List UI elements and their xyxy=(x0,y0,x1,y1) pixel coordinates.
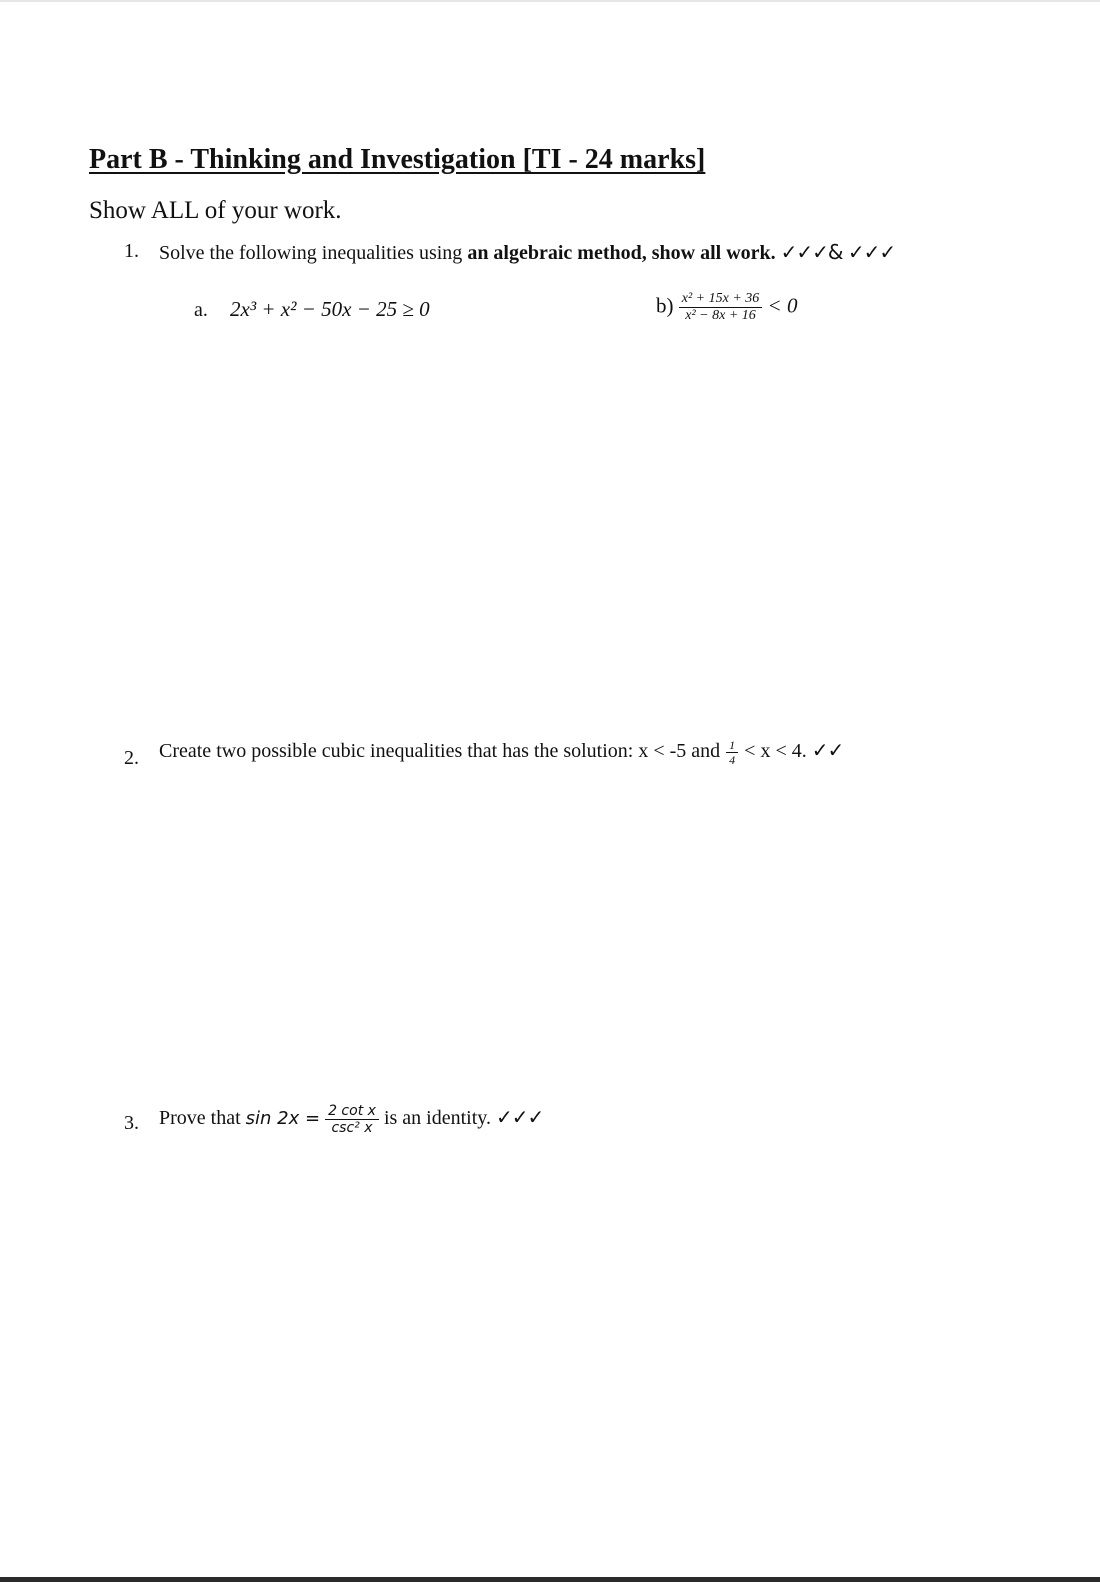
question-1a-label: a. xyxy=(194,299,208,321)
section-title: Part B - Thinking and Investigation [TI - 24 marks] xyxy=(89,144,706,175)
question-1-marks: ✓✓✓& ✓✓✓ xyxy=(780,240,896,264)
question-1b xyxy=(656,291,797,324)
question-2-frac-num: 1 xyxy=(726,738,738,753)
question-1b-relation: < 0 xyxy=(767,293,798,318)
question-2-suffix: < x < 4. xyxy=(744,740,807,763)
question-3-text xyxy=(159,1103,543,1136)
question-1b-label: b) xyxy=(656,293,674,318)
question-3-marks: ✓✓✓ xyxy=(495,1105,544,1130)
question-2-marks: ✓✓ xyxy=(811,738,844,763)
page-bottom-edge xyxy=(0,1577,1100,1582)
work-instruction: Show ALL of your work. xyxy=(89,197,342,224)
question-2-frac-den: 4 xyxy=(729,753,736,767)
question-2-fraction xyxy=(726,738,738,767)
question-3-fraction xyxy=(325,1103,379,1136)
question-3-suffix: is an identity. xyxy=(383,1107,491,1130)
question-3-prefix: Prove that xyxy=(159,1107,241,1130)
question-1-prefix: Solve the following inequalities using xyxy=(159,242,463,264)
question-3-denominator: csc² x xyxy=(331,1120,373,1136)
question-3-numerator: 2 cot x xyxy=(325,1103,379,1120)
question-3-lhs: sin 2x = xyxy=(245,1108,321,1130)
question-2-number: 2. xyxy=(124,747,139,769)
question-1-text xyxy=(159,240,895,265)
question-1b-numerator: x² + 15x + 36 xyxy=(679,291,763,308)
question-3-number: 3. xyxy=(124,1112,139,1134)
question-2-prefix: Create two possible cubic inequalities that has the solution: x < -5 and xyxy=(159,740,721,763)
question-1b-denominator: x² − 8x + 16 xyxy=(685,308,756,323)
page-top-edge xyxy=(0,0,1100,2)
question-2-text xyxy=(159,738,843,767)
question-1b-fraction xyxy=(679,291,763,324)
question-1-number: 1. xyxy=(124,240,139,262)
question-1-bold: an algebraic method, show all work. xyxy=(467,242,776,264)
question-1a-expression: 2x³ + x² − 50x − 25 ≥ 0 xyxy=(230,297,430,321)
